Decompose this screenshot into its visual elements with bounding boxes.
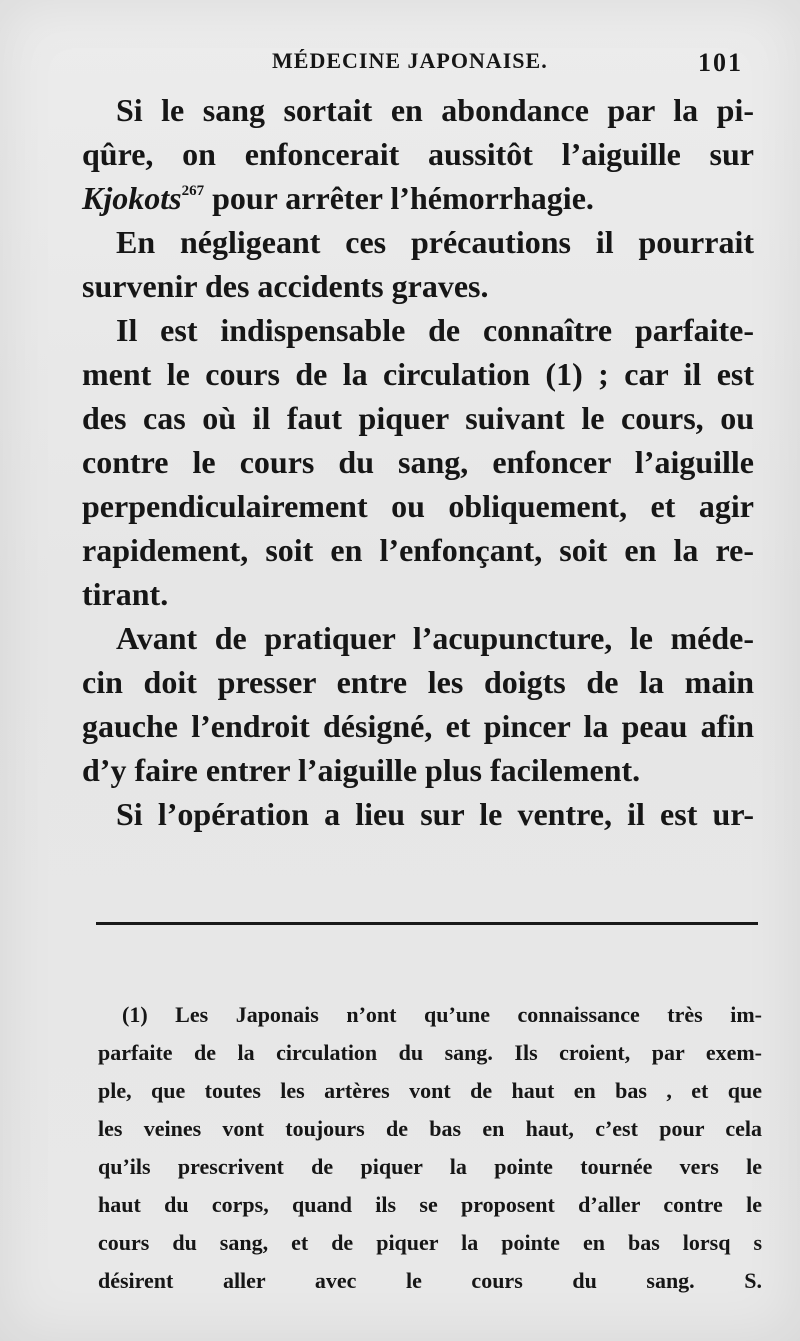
text-line: Si le sang sortait en abondance par la pi- xyxy=(116,92,754,128)
text-line: ment le cours de la circulation (1) ; car il est xyxy=(82,356,754,392)
page-number: 101 xyxy=(698,48,743,77)
footnote xyxy=(98,996,762,1300)
paragraph-3 xyxy=(82,308,754,616)
text-line: des cas où il faut piquer suivant le cours, ou xyxy=(82,400,754,436)
reference-number: 267 xyxy=(181,183,205,199)
footnote-line: désirent aller avec le cours du sang. S. xyxy=(98,1268,762,1293)
paragraph-5 xyxy=(82,792,754,836)
footnote-line: parfaite de la circulation du sang. Ils croient, par exem- xyxy=(98,1040,762,1065)
text-line: Si l’opération a lieu sur le ventre, il est ur- xyxy=(116,796,754,832)
footnote-divider xyxy=(96,922,758,925)
paragraph-2 xyxy=(82,220,754,308)
text-line: survenir des accidents graves. xyxy=(82,268,489,304)
text-line: qûre, on enfoncerait aussitôt l’aiguille sur xyxy=(82,136,754,172)
text-line: rapidement, soit en l’enfonçant, soit en la re- xyxy=(82,532,754,568)
text-line: Il est indispensable de connaître parfaite- xyxy=(116,312,754,348)
footnote-line: ple, que toutes les artères vont de haut en bas , et que xyxy=(98,1078,762,1103)
footnote-line: haut du corps, quand ils se proposent d’aller contre le xyxy=(98,1192,762,1217)
text-fragment: pour arrêter l’hémorrhagie. xyxy=(204,180,594,216)
text-line: Avant de pratiquer l’acupuncture, le méde- xyxy=(116,620,754,656)
place-name: Kjokots xyxy=(82,180,182,216)
text-line: perpendiculairement ou obliquement, et agir xyxy=(82,488,754,524)
text-line: En négligeant ces précautions il pourrait xyxy=(116,224,754,260)
text-line: cin doit presser entre les doigts de la main xyxy=(82,664,754,700)
footnote-line: qu’ils prescrivent de piquer la pointe tournée vers le xyxy=(98,1154,762,1179)
text-line: tirant. xyxy=(82,576,169,612)
paragraph-1 xyxy=(82,88,754,220)
footnote-line: (1) Les Japonais n’ont qu’une connaissance très im- xyxy=(122,1002,762,1027)
text-line xyxy=(82,176,754,220)
text-line: d’y faire entrer l’aiguille plus facilement. xyxy=(82,752,641,788)
paragraph-4 xyxy=(82,616,754,792)
text-line: contre le cours du sang, enfoncer l’aiguille xyxy=(82,444,754,480)
footnote-line: cours du sang, et de piquer la pointe en bas lorsq s xyxy=(98,1230,762,1255)
text-line: gauche l’endroit désigné, et pincer la peau afin xyxy=(82,708,754,744)
footnote-line: les veines vont toujours de bas en haut, c’est pour cela xyxy=(98,1116,762,1141)
running-title: MÉDECINE JAPONAISE. xyxy=(272,48,548,73)
main-text xyxy=(82,88,754,836)
